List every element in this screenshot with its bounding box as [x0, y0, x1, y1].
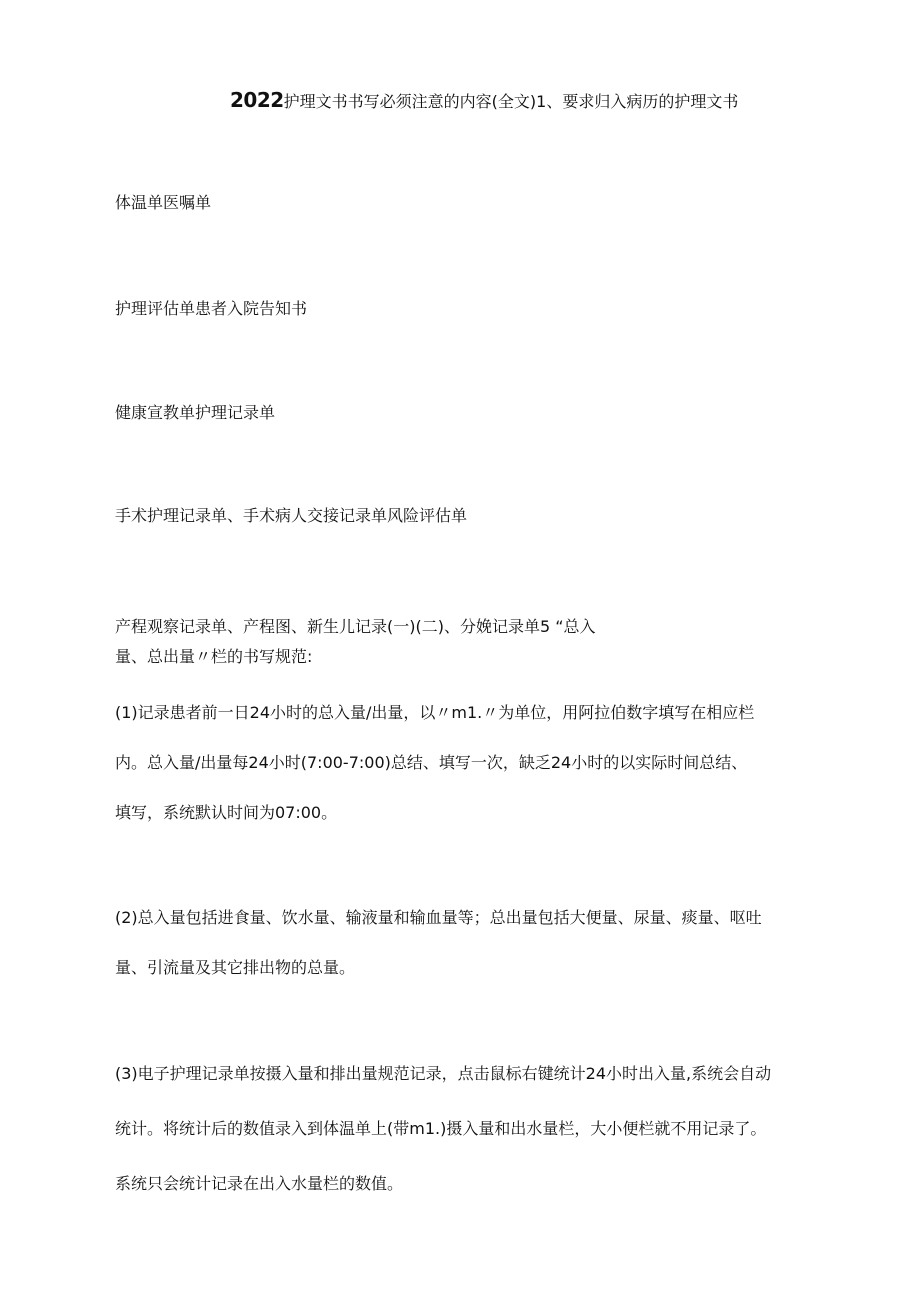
title-year: 2022	[230, 88, 284, 112]
list-line-3: 健康宣教单护理记录单	[115, 403, 276, 422]
item-2-line-2: 量、引流量及其它排出物的总量。	[115, 958, 356, 977]
item-3-line-2: 统计。将统计后的数值录入到体温单上(带m1.)摄入量和出水量栏，大小便栏就不用记录了。	[115, 1119, 767, 1138]
section-5-line-1: 产程观察记录单、产程图、新生儿记录(一)(二)、分娩记录单5 “总入	[115, 617, 596, 636]
paragraph-item-1	[115, 688, 815, 838]
item-3-line-1: (3)电子护理记录单按摄入量和排出量规范记录，点击鼠标右键统计24小时出入量,系统会自动	[115, 1064, 772, 1083]
section-5-line-2: 量、总出量〃栏的书写规范:	[115, 647, 313, 666]
title-text: 护理文书书写必须注意的内容(全文)1、要求归入病历的护理文书	[283, 92, 739, 111]
section-5-heading	[115, 612, 815, 672]
list-line-1: 体温单医嘱单	[115, 193, 212, 212]
list-line-2: 护理评估单患者入院告知书	[115, 299, 308, 318]
paragraph-item-2	[115, 893, 815, 993]
item-1-line-3: 填写，系统默认时间为07:00。	[115, 803, 338, 822]
document-title	[230, 88, 738, 112]
item-1-line-1: (1)记录患者前一日24小时的总入量/出量，以〃m1.〃为单位，用阿拉伯数字填写在相应栏	[115, 703, 755, 722]
item-2-line-1: (2)总入量包括进食量、饮水量、输液量和输血量等；总出量包括大便量、尿量、痰量、呕吐	[115, 908, 762, 927]
paragraph-item-3	[115, 1046, 815, 1211]
item-1-line-2: 内。总入量/出量每24小时(7:00-7:00)总结、填写一次，缺乏24小时的以实际时间总结、	[115, 753, 748, 772]
item-3-line-3: 系统只会统计记录在出入水量栏的数值。	[115, 1174, 404, 1193]
list-line-4: 手术护理记录单、手术病人交接记录单风险评估单	[115, 506, 468, 525]
